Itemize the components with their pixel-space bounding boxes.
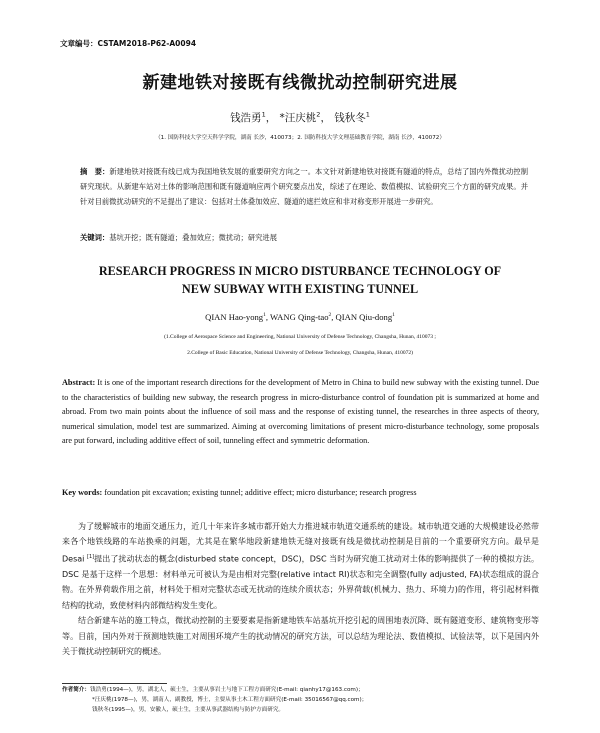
english-keywords-text: foundation pit excavation; existing tunnel; additive effect; micro disturbance; research progress	[102, 488, 417, 497]
body-paragraph-1-part-a: 为了缓解城市的地面交通压力，近几十年来许多城市都开始大力推进城市轨道交通系统的建设。城市轨道交通的大规模建设必然带来各个地铁线路的车站换乘的问题，尤其是在繁华地段新建地铁无缝对接既有线是微扰动控制是目前的一个重要研究方向。最早是 Desai	[62, 522, 539, 564]
english-abstract-text: It is one of the important research directions for the development of Metro in China to build new subway with the existing tunnel. Due to the characteristics of building new subway, the research progress in micro-disturbance control of foundation pit is summarized at home and abroad. From two main points about the influence of soil mass and the response of existing tunnel, the researches in three aspects of theory, numerical simulation, model test are summarized. Aiming at overcoming limitations of present micro-disturbance technology, some proposals are put forward, including additive effect of soil, tunneling effect and symmetric deformation.	[62, 378, 539, 446]
chinese-abstract-text: 新建地铁对接既有线已成为我国地铁发展的重要研究方向之一。本文针对新建地铁对接既有隧道的特点，总结了国内外微扰动控制研究现状。从新建车站对土体的影响范围和既有隧道响应两个研究要点出发，综述了在理论、数值模拟、试验研究三个方面的研究成果。并针对目前微扰动研究的不足提出了建议：包括对土体叠加效应、隧道的遮拦效应和非对称变形开展进一步研究。	[80, 167, 529, 206]
body-paragraph-1	[62, 519, 539, 613]
footnote-author-1-text: 钱浩勇(1994—)，男，湖北人，硕士生，主要从事岩土与地下工程方面研究(E-mail: qianhy17@163.com)；	[89, 687, 364, 693]
cn-author-1: 钱浩勇	[230, 112, 262, 124]
body-paragraph-1-part-b: 提出了扰动状态的概念(disturbed state concept，DSC)，DSC 当时为研究施工扰动对土体的影响提供了一种的模拟方法。DSC 是基于这样一个思想：材料单元可被认为是由相对完整(relative intact RI)状态和完全调整(fully adjusted, FA)状态组成的混合物。在外界荷载作用之前，材料处于相对完整状态或无扰动的连续介质状态；外界荷载(机械力、热力、环境力)的作用，将引起材料微结构的扰动，致使材料内部微结构发生变化。	[62, 554, 539, 610]
cn-author-3-sup: 1	[365, 110, 370, 119]
english-abstract-label: Abstract:	[62, 378, 96, 387]
footnote-divider	[62, 683, 167, 684]
body-text	[62, 519, 539, 659]
en-author-2-sup: 2	[328, 312, 332, 319]
footnote-author-2: *汪庆桃(1978—)，男，湖南人，副教授，博士，主要从事土木工程方面研究(E-mail: 35016567@qq.com)；	[92, 696, 368, 703]
cn-author-sep: ，	[265, 112, 280, 124]
footnote-author-3: 钱秋冬(1995—)，男，安徽人，硕士生，主要从事武器结构与防护方面研究。	[92, 706, 285, 713]
chinese-abstract	[80, 164, 528, 209]
english-affiliation-1: (1.College of Aerospace Science and Engineering, National University of Defense Technology, Changsha, Hunan, 410073 ;	[164, 334, 436, 340]
english-authors	[0, 312, 600, 322]
chinese-affiliation: （1. 国防科技大学空天科学学院，湖南 长沙，410073；2. 国防科技大学文理基础教育学院，湖南 长沙，410072）	[155, 135, 445, 141]
document-id: 文章编号：CSTAM2018-P62-A0094	[60, 39, 197, 48]
citation-1: [1]	[87, 553, 95, 560]
english-title-line-2: NEW SUBWAY WITH EXISTING TUNNEL	[181, 282, 419, 296]
chinese-abstract-label: 摘 要：	[80, 167, 110, 176]
en-author-3: QIAN Qiu-dong	[335, 312, 393, 322]
en-author-1-sup: 1	[263, 312, 266, 319]
english-title	[0, 262, 600, 298]
body-paragraph-2: 结合新建车站的施工特点，微扰动控制的主要要素是指新建地铁车站基坑开挖引起的周围地表沉降、既有隧道变形、建筑物变形等等。目前，国内外对于预测地铁施工对周围环境产生的扰动情况的研究方法，可以总结为理论法、数值模拟、试验法等，以下是国内外关于微扰动控制研究的概述。	[62, 616, 539, 656]
en-author-sep: ,	[265, 312, 271, 322]
chinese-authors	[0, 110, 600, 125]
cn-author-2-sup: 2	[316, 110, 321, 119]
cn-author-1-sup: 1	[261, 110, 266, 119]
en-author-2: WANG Qing-tao	[270, 312, 329, 322]
footnote-author-1	[62, 686, 539, 696]
cn-author-2: *汪庆桃	[279, 112, 317, 124]
chinese-title: 新建地铁对接既有线微扰动控制研究进展	[142, 73, 458, 93]
english-abstract	[62, 376, 539, 449]
chinese-keywords-label: 关键词：	[80, 233, 110, 242]
english-affiliation-2: 2.College of Basic Education, National University of Defense Technology, Changsha, Hunan, 410072)	[187, 350, 413, 356]
cn-author-3: 钱秋冬	[334, 112, 366, 124]
chinese-keywords	[80, 233, 528, 243]
english-keywords-label: Key words:	[62, 488, 103, 497]
en-author-sep: ,	[331, 312, 336, 322]
footnote-label: 作者简介：	[62, 687, 90, 693]
en-author-3-sup: 1	[392, 312, 395, 319]
footnotes	[62, 686, 539, 715]
chinese-keywords-text: 基坑开挖；既有隧道；叠加效应；微扰动；研究进展	[109, 233, 278, 242]
en-author-1: QIAN Hao-yong	[205, 312, 264, 322]
english-keywords	[62, 488, 539, 497]
english-title-line-1: RESEARCH PROGRESS IN MICRO DISTURBANCE TECHNOLOGY OF	[98, 264, 502, 278]
cn-author-sep: ，	[320, 112, 335, 124]
